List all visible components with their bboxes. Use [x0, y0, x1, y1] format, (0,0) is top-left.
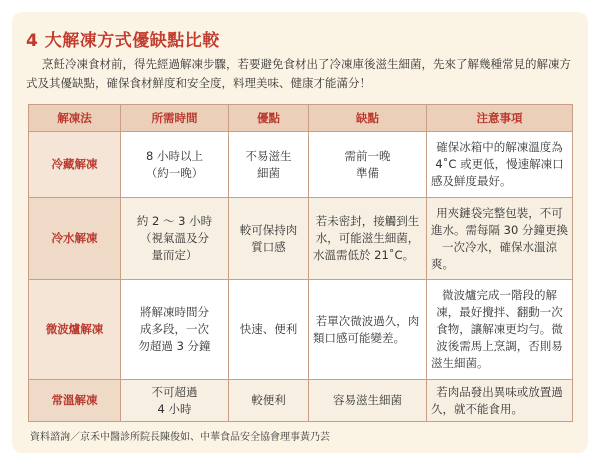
pros-line: 細菌: [257, 165, 280, 180]
time-cell: [121, 380, 229, 422]
pros-line: 快速、便利: [239, 322, 298, 336]
time-line: （約一晚）: [145, 165, 204, 180]
cons-cell: [309, 132, 427, 198]
cons-line: 需前一晚: [344, 148, 391, 163]
header-method: 解凍法: [29, 105, 121, 132]
header-pros: 優點: [229, 105, 309, 132]
header-notes: 注意事項: [427, 105, 573, 132]
intro-paragraph: 烹飪冷凍食材前，得先經過解凍步驟，若要避免食材出了冷凍庫後滋生細菌，先來了解幾種常見的解凍方式及其優缺點，確保食材鮮度和安全度，料理美味、健康才能滿分！: [26, 57, 571, 90]
time-line: （視氣溫及分: [140, 231, 209, 245]
cons-cell: 若單次微波過久，肉類口感可能變差。: [309, 280, 427, 380]
method-cell: 微波爐解凍: [29, 280, 121, 380]
table-row: [29, 132, 573, 198]
table-row: [29, 380, 573, 422]
time-line: 勿超過 3 分鐘: [138, 339, 211, 353]
time-line: 將解凍時間分: [140, 305, 209, 319]
method-cell: 常溫解凍: [29, 380, 121, 422]
cons-line: 準備: [356, 165, 379, 180]
notes-cell: 若肉品發出異味或放置過久，就不能食用。: [427, 380, 573, 422]
time-line: 約 2 ～ 3 小時: [136, 214, 213, 228]
header-cons: 缺點: [309, 105, 427, 132]
pros-cell: [229, 198, 309, 280]
table-header-row: [29, 105, 573, 132]
pros-cell: [229, 280, 309, 380]
time-cell: [121, 280, 229, 380]
header-time: 所需時間: [121, 105, 229, 132]
source-credit: 資料諮詢／京禾中醫診所院長陳俊如、中華食品安全協會理事黃乃芸: [30, 432, 330, 443]
time-line: 成多段，一次: [140, 322, 209, 336]
table-row: [29, 280, 573, 380]
pros-line: 較可保持肉: [239, 222, 298, 237]
notes-cell: 確保冰箱中的解凍溫度為 4˚C 或更低，慢速解凍口感及鮮度最好。: [427, 132, 573, 198]
table-row: [29, 198, 573, 280]
method-cell: 冷藏解凍: [29, 132, 121, 198]
time-cell: [121, 132, 229, 198]
cons-cell: 容易滋生細菌: [309, 380, 427, 422]
thawing-comparison-table: [28, 104, 573, 422]
time-cell: [121, 198, 229, 280]
time-line: 量而定）: [151, 248, 198, 262]
pros-line: 不易滋生: [245, 148, 292, 163]
pros-cell: [229, 380, 309, 422]
notes-cell: 微波爐完成一階段的解凍，最好攪拌、翻動一次食物，讓解凍更均勻。微波後需馬上烹調，否則易滋生細菌。: [427, 280, 573, 380]
cons-cell: 若未密封，接觸到生水，可能滋生細菌，水溫需低於 21˚C。: [309, 198, 427, 280]
pros-line: 較便利: [251, 393, 286, 407]
pros-cell: [229, 132, 309, 198]
method-cell: 冷水解凍: [29, 198, 121, 280]
page-title: 4 大解凍方式優缺點比較: [26, 31, 220, 51]
time-line: 8 小時以上: [146, 148, 203, 163]
pros-line: 質口感: [251, 239, 286, 254]
time-line: 4 小時: [157, 401, 192, 416]
time-line: 不可超過: [151, 384, 198, 399]
notes-cell: 用夾鏈袋完整包裝，不可進水。需每隔 30 分鐘更換一次冷水，確保水溫涼爽。: [427, 198, 573, 280]
